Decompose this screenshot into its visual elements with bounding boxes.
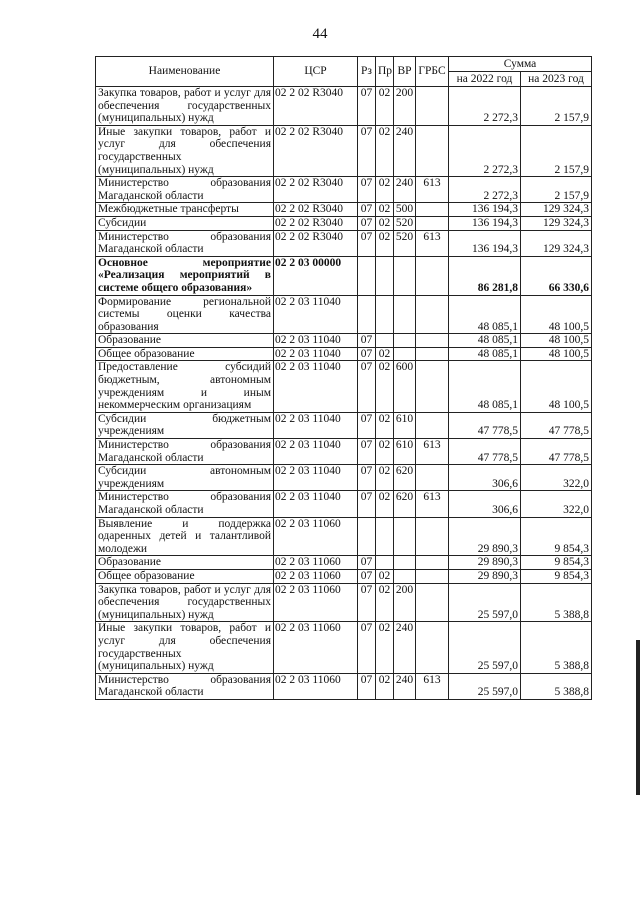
row-csr: 02 2 03 11060: [274, 673, 358, 699]
table-row: [96, 347, 592, 361]
row-vr: 200: [394, 87, 416, 126]
row-sum-2023: 5 388,8: [521, 622, 592, 673]
row-grbs: 613: [416, 439, 449, 465]
row-csr: 02 2 03 11040: [274, 334, 358, 348]
row-name: Образование: [96, 556, 274, 570]
row-sum-2023: 48 100,5: [521, 334, 592, 348]
row-csr: 02 2 03 11060: [274, 622, 358, 673]
row-sum-2022: 25 597,0: [449, 583, 521, 622]
scan-edge-mark: [636, 640, 640, 795]
row-sum-2022: 2 272,3: [449, 87, 521, 126]
row-pr: [376, 295, 394, 334]
row-name: Межбюджетные трансферты: [96, 203, 274, 217]
row-sum-2022: 29 890,3: [449, 569, 521, 583]
row-vr: 500: [394, 203, 416, 217]
table-row: [96, 412, 592, 438]
row-grbs: [416, 87, 449, 126]
table-row: [96, 569, 592, 583]
row-name: Выявление и поддержка одаренных детей и талантливой молодежи: [96, 517, 274, 556]
row-csr: 02 2 03 11040: [274, 439, 358, 465]
table-row: [96, 439, 592, 465]
row-name: Закупка товаров, работ и услуг для обеспечения государственных (муниципальных) нужд: [96, 583, 274, 622]
row-sum-2023: 322,0: [521, 491, 592, 517]
row-grbs: 613: [416, 673, 449, 699]
row-pr: 02: [376, 439, 394, 465]
header-vr: ВР: [394, 57, 416, 87]
row-name: Министерство образования Магаданской области: [96, 230, 274, 256]
row-sum-2023: 322,0: [521, 465, 592, 491]
row-pr: 02: [376, 216, 394, 230]
row-pr: 02: [376, 583, 394, 622]
row-pr: [376, 517, 394, 556]
table-row: [96, 491, 592, 517]
table-row: [96, 256, 592, 295]
row-name: Министерство образования Магаданской области: [96, 673, 274, 699]
row-name: Закупка товаров, работ и услуг для обеспечения государственных (муниципальных) нужд: [96, 87, 274, 126]
row-pr: 02: [376, 203, 394, 217]
row-rz: 07: [358, 439, 376, 465]
row-csr: 02 2 02 R3040: [274, 230, 358, 256]
table-row: [96, 556, 592, 570]
row-rz: 07: [358, 347, 376, 361]
row-csr: 02 2 03 00000: [274, 256, 358, 295]
row-grbs: 613: [416, 230, 449, 256]
row-sum-2022: 136 194,3: [449, 203, 521, 217]
row-name: Общее образование: [96, 347, 274, 361]
row-vr: 200: [394, 583, 416, 622]
row-vr: 620: [394, 465, 416, 491]
row-vr: [394, 256, 416, 295]
row-vr: 240: [394, 673, 416, 699]
row-name: Иные закупки товаров, работ и услуг для обеспечения государственных (муниципальных) нужд: [96, 622, 274, 673]
row-sum-2022: 29 890,3: [449, 556, 521, 570]
row-vr: [394, 334, 416, 348]
row-sum-2023: 47 778,5: [521, 412, 592, 438]
row-pr: 02: [376, 569, 394, 583]
row-rz: 07: [358, 491, 376, 517]
row-pr: 02: [376, 465, 394, 491]
row-sum-2022: 47 778,5: [449, 412, 521, 438]
row-sum-2022: 2 272,3: [449, 125, 521, 176]
row-grbs: [416, 412, 449, 438]
row-csr: 02 2 02 R3040: [274, 87, 358, 126]
row-name: Субсидии: [96, 216, 274, 230]
row-sum-2023: 48 100,5: [521, 295, 592, 334]
row-pr: 02: [376, 491, 394, 517]
row-csr: 02 2 03 11040: [274, 491, 358, 517]
row-grbs: 613: [416, 177, 449, 203]
row-rz: 07: [358, 465, 376, 491]
row-vr: 620: [394, 491, 416, 517]
row-csr: 02 2 03 11060: [274, 556, 358, 570]
row-sum-2023: 9 854,3: [521, 517, 592, 556]
table-row: [96, 87, 592, 126]
row-rz: 07: [358, 177, 376, 203]
table-row: [96, 517, 592, 556]
row-name: Образование: [96, 334, 274, 348]
row-pr: 02: [376, 125, 394, 176]
row-grbs: [416, 517, 449, 556]
row-sum-2023: 9 854,3: [521, 556, 592, 570]
row-rz: 07: [358, 583, 376, 622]
row-pr: 02: [376, 87, 394, 126]
budget-table: [95, 56, 592, 700]
header-year-2023: на 2023 год: [521, 72, 592, 87]
table-row: [96, 125, 592, 176]
row-rz: 07: [358, 87, 376, 126]
row-rz: 07: [358, 569, 376, 583]
row-vr: 240: [394, 622, 416, 673]
row-rz: 07: [358, 361, 376, 412]
row-grbs: [416, 216, 449, 230]
row-csr: 02 2 03 11040: [274, 465, 358, 491]
row-csr: 02 2 02 R3040: [274, 177, 358, 203]
row-csr: 02 2 02 R3040: [274, 203, 358, 217]
row-pr: 02: [376, 347, 394, 361]
row-grbs: [416, 569, 449, 583]
row-csr: 02 2 03 11060: [274, 569, 358, 583]
row-pr: [376, 256, 394, 295]
table-row: [96, 465, 592, 491]
row-csr: 02 2 03 11040: [274, 295, 358, 334]
row-name: Иные закупки товаров, работ и услуг для обеспечения государственных (муниципальных) нужд: [96, 125, 274, 176]
row-name: Общее образование: [96, 569, 274, 583]
row-rz: 07: [358, 412, 376, 438]
table-row: [96, 177, 592, 203]
row-sum-2022: 306,6: [449, 491, 521, 517]
page-number: 44: [312, 26, 328, 42]
header-sum: Сумма: [449, 57, 592, 72]
row-rz: 07: [358, 556, 376, 570]
row-pr: 02: [376, 673, 394, 699]
row-grbs: [416, 622, 449, 673]
row-name: Предоставление субсидий бюджетным, автономным учреждениям и иным некоммерческим организациям: [96, 361, 274, 412]
row-sum-2023: 48 100,5: [521, 361, 592, 412]
row-grbs: [416, 334, 449, 348]
row-name: Министерство образования Магаданской области: [96, 439, 274, 465]
table-row: [96, 334, 592, 348]
row-csr: 02 2 02 R3040: [274, 125, 358, 176]
header-rz: Рз: [358, 57, 376, 87]
row-sum-2022: 48 085,1: [449, 334, 521, 348]
row-vr: 520: [394, 230, 416, 256]
row-name: Субсидии автономным учреждениям: [96, 465, 274, 491]
row-vr: 520: [394, 216, 416, 230]
row-pr: 02: [376, 361, 394, 412]
row-sum-2023: 129 324,3: [521, 216, 592, 230]
table-row: [96, 622, 592, 673]
row-sum-2023: 47 778,5: [521, 439, 592, 465]
row-grbs: 613: [416, 491, 449, 517]
row-name: Формирование региональной системы оценки качества образования: [96, 295, 274, 334]
row-sum-2023: 2 157,9: [521, 177, 592, 203]
row-name: Основное мероприятие «Реализация мероприятий в системе общего образования»: [96, 256, 274, 295]
row-sum-2023: 66 330,6: [521, 256, 592, 295]
row-rz: 07: [358, 230, 376, 256]
row-sum-2022: 47 778,5: [449, 439, 521, 465]
row-sum-2023: 129 324,3: [521, 203, 592, 217]
row-name: Субсидии бюджетным учреждениям: [96, 412, 274, 438]
header-pr: Пр: [376, 57, 394, 87]
row-sum-2022: 25 597,0: [449, 673, 521, 699]
row-rz: [358, 517, 376, 556]
row-grbs: [416, 465, 449, 491]
row-csr: 02 2 03 11040: [274, 412, 358, 438]
header-year-2022: на 2022 год: [449, 72, 521, 87]
row-pr: [376, 334, 394, 348]
table-row: [96, 295, 592, 334]
row-rz: 07: [358, 125, 376, 176]
row-pr: 02: [376, 412, 394, 438]
row-grbs: [416, 583, 449, 622]
row-rz: [358, 295, 376, 334]
row-pr: 02: [376, 177, 394, 203]
row-rz: 07: [358, 334, 376, 348]
row-pr: 02: [376, 622, 394, 673]
row-sum-2022: 136 194,3: [449, 230, 521, 256]
row-grbs: [416, 203, 449, 217]
row-sum-2022: 2 272,3: [449, 177, 521, 203]
row-sum-2022: 48 085,1: [449, 295, 521, 334]
row-vr: 240: [394, 125, 416, 176]
row-csr: 02 2 03 11040: [274, 361, 358, 412]
row-rz: [358, 256, 376, 295]
header-csr: ЦСР: [274, 57, 358, 87]
row-name: Министерство образования Магаданской области: [96, 177, 274, 203]
row-vr: [394, 347, 416, 361]
row-sum-2023: 48 100,5: [521, 347, 592, 361]
row-vr: 610: [394, 412, 416, 438]
header-grbs: ГРБС: [416, 57, 449, 87]
row-pr: [376, 556, 394, 570]
row-csr: 02 2 03 11060: [274, 583, 358, 622]
row-sum-2022: 48 085,1: [449, 361, 521, 412]
table-row: [96, 203, 592, 217]
row-vr: 240: [394, 177, 416, 203]
row-csr: 02 2 03 11060: [274, 517, 358, 556]
row-name: Министерство образования Магаданской области: [96, 491, 274, 517]
row-sum-2022: 86 281,8: [449, 256, 521, 295]
row-grbs: [416, 347, 449, 361]
table-row: [96, 230, 592, 256]
row-vr: [394, 569, 416, 583]
row-sum-2022: 29 890,3: [449, 517, 521, 556]
row-rz: 07: [358, 216, 376, 230]
row-grbs: [416, 256, 449, 295]
row-sum-2023: 2 157,9: [521, 87, 592, 126]
row-sum-2022: 48 085,1: [449, 347, 521, 361]
row-grbs: [416, 295, 449, 334]
row-vr: 600: [394, 361, 416, 412]
row-vr: 610: [394, 439, 416, 465]
row-sum-2023: 5 388,8: [521, 583, 592, 622]
row-csr: 02 2 03 11040: [274, 347, 358, 361]
row-vr: [394, 295, 416, 334]
row-sum-2022: 306,6: [449, 465, 521, 491]
row-rz: 07: [358, 673, 376, 699]
row-sum-2023: 5 388,8: [521, 673, 592, 699]
row-grbs: [416, 361, 449, 412]
row-pr: 02: [376, 230, 394, 256]
row-sum-2023: 9 854,3: [521, 569, 592, 583]
row-grbs: [416, 556, 449, 570]
row-sum-2022: 25 597,0: [449, 622, 521, 673]
row-rz: 07: [358, 203, 376, 217]
table-row: [96, 361, 592, 412]
row-grbs: [416, 125, 449, 176]
row-rz: 07: [358, 622, 376, 673]
table-row: [96, 673, 592, 699]
table-row: [96, 216, 592, 230]
row-sum-2022: 136 194,3: [449, 216, 521, 230]
table-row: [96, 583, 592, 622]
row-vr: [394, 556, 416, 570]
row-csr: 02 2 02 R3040: [274, 216, 358, 230]
row-sum-2023: 2 157,9: [521, 125, 592, 176]
header-name: Наименование: [96, 57, 274, 87]
row-vr: [394, 517, 416, 556]
row-sum-2023: 129 324,3: [521, 230, 592, 256]
